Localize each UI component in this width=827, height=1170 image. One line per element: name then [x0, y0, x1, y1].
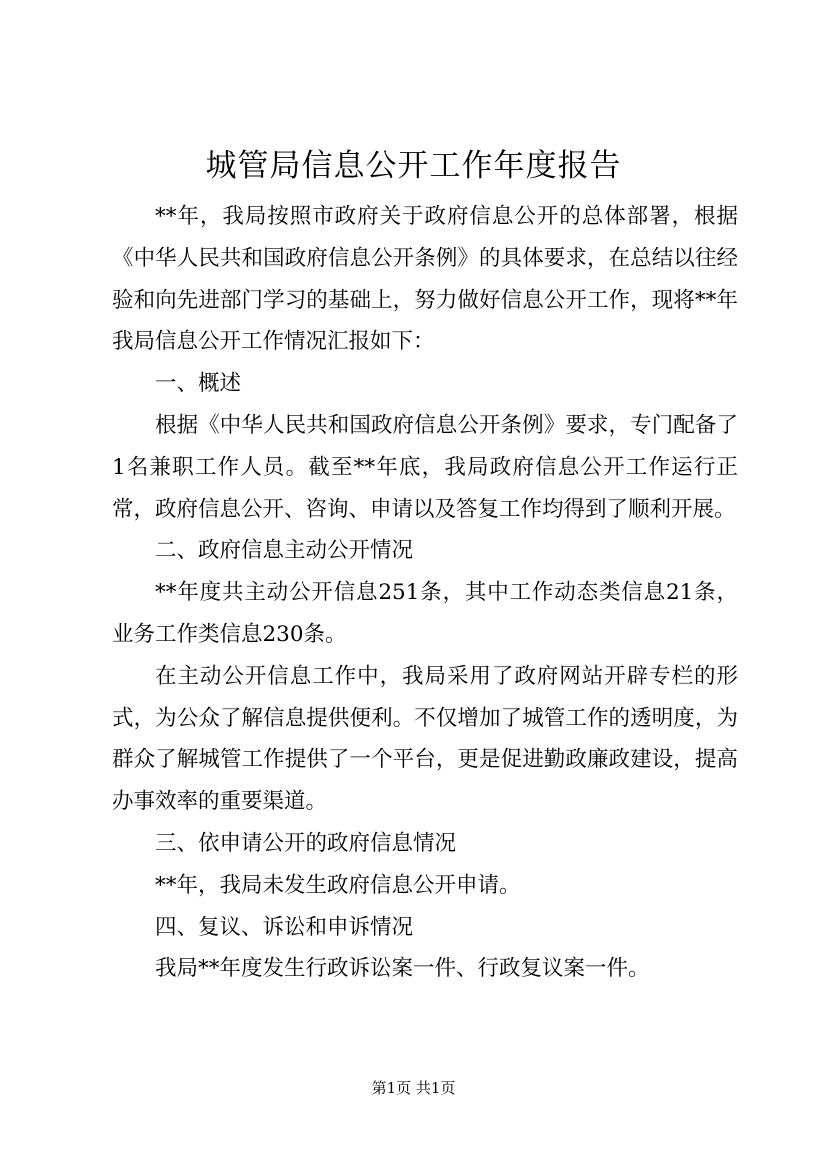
intro-paragraph: **年，我局按照市政府关于政府信息公开的总体部署，根据《中华人民共和国政府信息公开条例》的具体要求，在总结以往经验和向先进部门学习的基础上，努力做好信息公开工作，现将**年我局信息公开工作情况汇报如下： — [112, 204, 738, 355]
section-heading-appeals: 四、复议、诉讼和申诉情况 — [155, 914, 414, 940]
section-heading-proactive-disclosure: 二、政府信息主动公开情况 — [155, 538, 414, 564]
request-disclosure-paragraph: **年，我局未发生政府信息公开申请。 — [155, 872, 521, 898]
proactive-disclosure-detail-paragraph: 在主动公开信息工作中，我局采用了政府网站开辟专栏的形式，为公众了解信息提供便利。不仅增加了城管工作的透明度，为群众了解城管工作提供了一个平台，更是促进勤政廉政建设，提高办事效率的重要渠道。 — [112, 663, 738, 815]
appeals-paragraph: 我局**年度发生行政诉讼案一件、行政复议案一件。 — [155, 956, 650, 982]
proactive-disclosure-paragraph: **年度共主动公开信息251条，其中工作动态类信息21条，业务工作类信息230条。 — [112, 580, 738, 647]
section-heading-overview: 一、概述 — [155, 371, 242, 397]
document-body — [112, 196, 738, 990]
page-number-footer: 第1页 共1页 — [371, 1079, 456, 1097]
section-heading-request-disclosure: 三、依申请公开的政府信息情况 — [155, 830, 457, 856]
document-title: 城管局信息公开工作年度报告 — [205, 148, 622, 184]
overview-paragraph: 根据《中华人民共和国政府信息公开条例》要求，专门配备了1名兼职工作人员。截至**年底，我局政府信息公开工作运行正常，政府信息公开、咨询、申请以及答复工作均得到了顺利开展。 — [112, 412, 738, 522]
